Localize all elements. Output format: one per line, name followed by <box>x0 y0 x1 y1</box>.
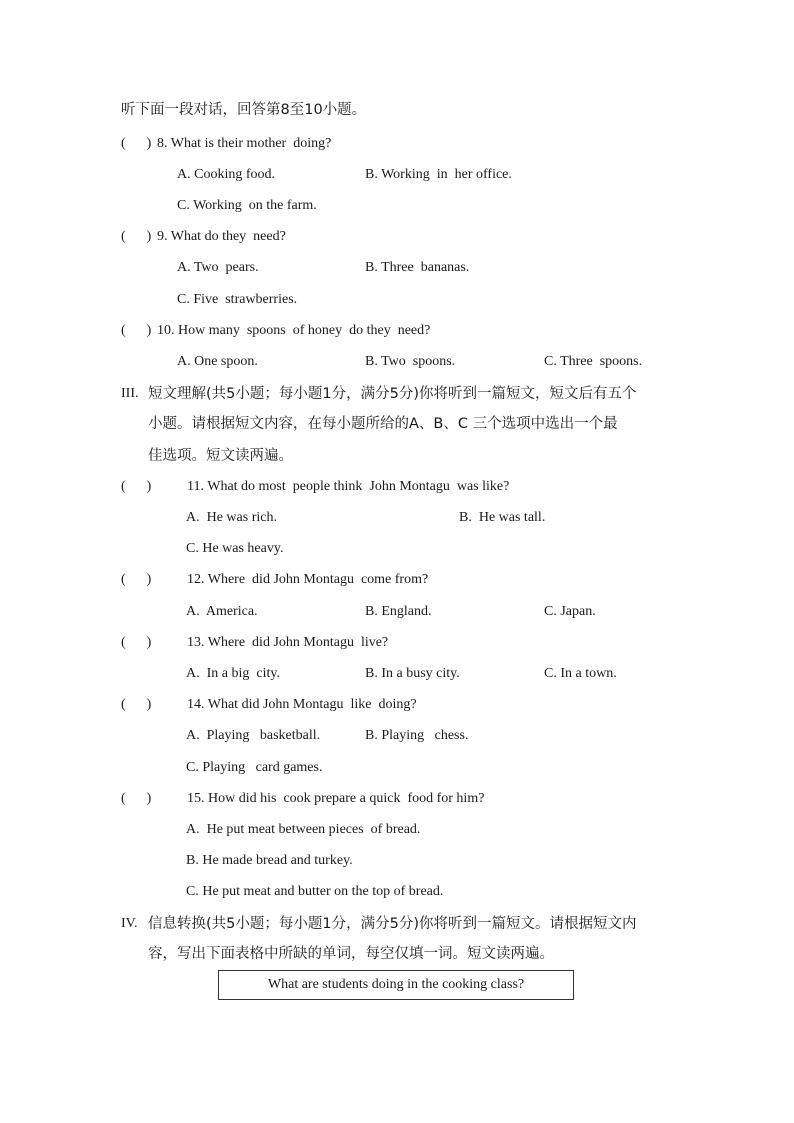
option-b: B. In a busy city. <box>365 666 460 681</box>
answer-blank: ( ) <box>121 229 152 244</box>
option-c: C. Five strawberries. <box>177 292 298 307</box>
option-c: C. Playing card games. <box>186 760 323 775</box>
option-b: B. He was tall. <box>459 510 546 525</box>
option-b: B. Playing chess. <box>365 728 469 743</box>
question-text: 11. What do most people think John Montagu was like? <box>187 479 510 494</box>
option-a: A. In a big city. <box>186 666 280 681</box>
question-text: 15. How did his cook prepare a quick food for him? <box>187 791 485 806</box>
answer-blank: ( ) <box>121 697 152 712</box>
option-a: A. He was rich. <box>186 510 277 525</box>
answer-blank: ( ) <box>121 572 152 587</box>
dialogue-intro: 听下面一段对话，回答第8至10小题。 <box>121 102 367 118</box>
question-text: 14. What did John Montagu like doing? <box>187 697 417 712</box>
section-4-number: IV. <box>121 916 138 931</box>
question-text: 10. How many spoons of honey do they need? <box>157 323 431 338</box>
option-a: A. He put meat between pieces of bread. <box>186 822 421 837</box>
option-b: B. Three bananas. <box>365 260 470 275</box>
option-a: A. Playing basketball. <box>186 728 321 743</box>
option-b: B. He made bread and turkey. <box>186 853 353 868</box>
option-c: C. Three spoons. <box>544 354 643 369</box>
section-4-instructions-line1: 信息转换(共5小题；每小题1分，满分5分)你将听到一篇短文。请根据短文内 <box>148 916 637 932</box>
option-c: C. He was heavy. <box>186 541 284 556</box>
option-b: B. England. <box>365 604 432 619</box>
option-b: B. Working in her office. <box>365 167 512 182</box>
option-c: C. He put meat and butter on the top of bread. <box>186 884 444 899</box>
option-a: A. One spoon. <box>177 354 258 369</box>
option-a: A. America. <box>186 604 258 619</box>
answer-blank: ( ) <box>121 791 152 806</box>
option-a: A. Two pears. <box>177 260 259 275</box>
option-b: B. Two spoons. <box>365 354 456 369</box>
question-text: 8. What is their mother doing? <box>157 136 332 151</box>
section-4-instructions-line2: 容，写出下面表格中所缺的单词，每空仅填一词。短文读两遍。 <box>148 946 554 962</box>
table-title-box <box>218 970 574 1000</box>
section-3-instructions-line2: 小题。请根据短文内容，在每小题所给的A、B、C 三个选项中选出一个最 <box>148 416 618 432</box>
section-3-instructions-line3: 佳选项。短文读两遍。 <box>148 448 293 464</box>
option-c: C. Working on the farm. <box>177 198 317 213</box>
answer-blank: ( ) <box>121 323 152 338</box>
question-text: 9. What do they need? <box>157 229 286 244</box>
option-c: C. In a town. <box>544 666 617 681</box>
question-text: 13. Where did John Montagu live? <box>187 635 389 650</box>
answer-blank: ( ) <box>121 635 152 650</box>
section-3-number: III. <box>121 386 139 401</box>
option-c: C. Japan. <box>544 604 596 619</box>
table-title: What are students doing in the cooking class? <box>267 977 525 992</box>
answer-blank: ( ) <box>121 479 152 494</box>
answer-blank: ( ) <box>121 136 152 151</box>
section-3-instructions-line1: 短文理解(共5小题；每小题1分，满分5分)你将听到一篇短文，短文后有五个 <box>148 386 637 402</box>
option-a: A. Cooking food. <box>177 167 275 182</box>
question-text: 12. Where did John Montagu come from? <box>187 572 429 587</box>
